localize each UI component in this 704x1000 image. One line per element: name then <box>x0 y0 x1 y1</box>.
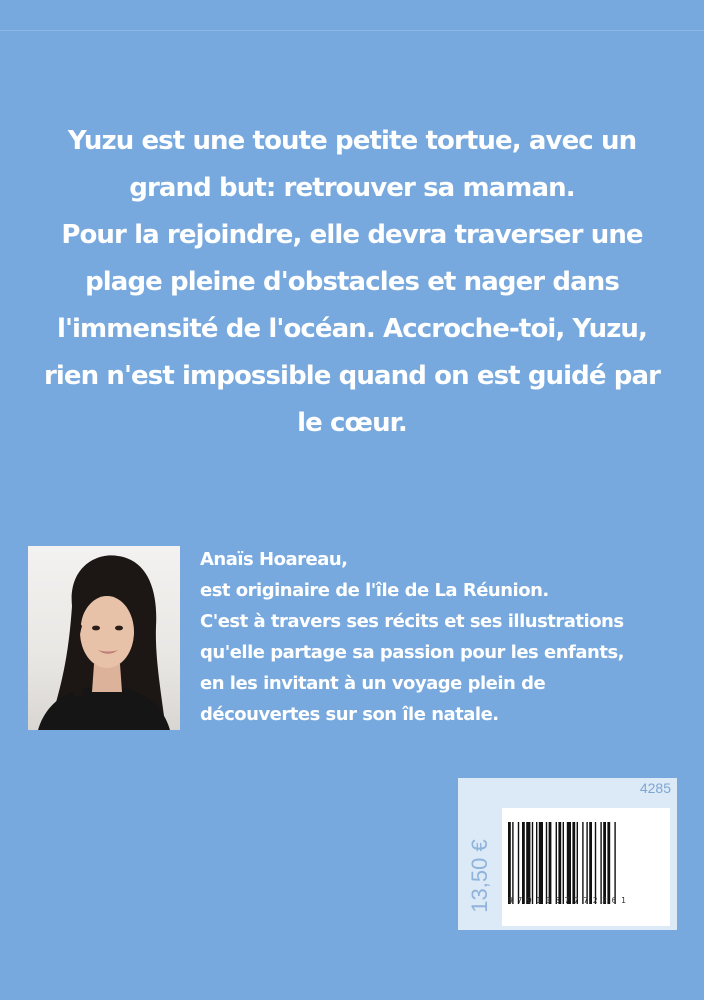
author-portrait-illustration <box>28 546 180 730</box>
barcode-bar <box>600 822 601 904</box>
blurb-line: le cœur. <box>297 408 407 438</box>
author-bio-line: en les invitant à un voyage plein de <box>200 673 546 694</box>
barcode-bar <box>614 822 615 904</box>
barcode-code: 4285 <box>639 780 671 796</box>
barcode-bar <box>586 822 587 904</box>
barcode-bars <box>502 808 670 926</box>
top-divider-line <box>0 30 704 31</box>
barcode-bar <box>572 822 575 904</box>
author-bio-line: qu'elle partage sa passion pour les enfants, <box>200 642 624 663</box>
barcode-bar <box>603 822 606 904</box>
price-text: 13,50 € <box>467 839 492 913</box>
blurb-line: Pour la rejoindre, elle devra traverser une <box>61 220 643 250</box>
price-label <box>460 828 500 924</box>
author-bio <box>200 544 690 730</box>
barcode-bar <box>526 822 530 904</box>
author-photo <box>28 546 180 730</box>
author-bio-line: Anaïs Hoareau, <box>200 549 348 570</box>
barcode-bar <box>532 822 533 904</box>
barcode-bar <box>567 822 571 904</box>
barcode-bar <box>607 822 610 904</box>
barcode-bar <box>563 822 564 904</box>
barcode-panel <box>458 778 677 930</box>
author-bio-line: C'est à travers ses récits et ses illustrations <box>200 611 624 632</box>
barcode-bar <box>522 822 525 904</box>
barcode-bar <box>518 822 519 904</box>
back-cover-blurb <box>20 118 684 447</box>
author-bio-line: est originaire de l'île de La Réunion. <box>200 580 549 601</box>
blurb-line: Yuzu est une toute petite tortue, avec un <box>67 126 637 156</box>
author-bio-line: découvertes sur son île natale. <box>200 704 499 725</box>
barcode-bar <box>595 822 596 904</box>
barcode-area <box>502 808 670 926</box>
barcode-bar <box>539 822 543 904</box>
blurb-line: rien n'est impossible quand on est guidé par <box>43 361 661 391</box>
barcode-bar <box>577 822 578 904</box>
barcode-bar <box>556 822 557 904</box>
barcode-bar <box>589 822 592 904</box>
barcode-bar <box>512 822 513 904</box>
barcode-bar <box>508 822 511 904</box>
isbn-digits: 9791037772261 <box>508 896 631 905</box>
barcode-bar <box>536 822 537 904</box>
blurb-line: plage pleine d'obstacles et nager dans <box>85 267 619 297</box>
blurb-line: grand but: retrouver sa maman. <box>129 173 575 203</box>
blurb-line: l'immensité de l'océan. Accroche-toi, Yuzu, <box>56 314 648 344</box>
barcode-bar <box>549 822 552 904</box>
barcode-bar <box>546 822 547 904</box>
barcode-bar <box>558 822 561 904</box>
barcode-bar <box>582 822 583 904</box>
